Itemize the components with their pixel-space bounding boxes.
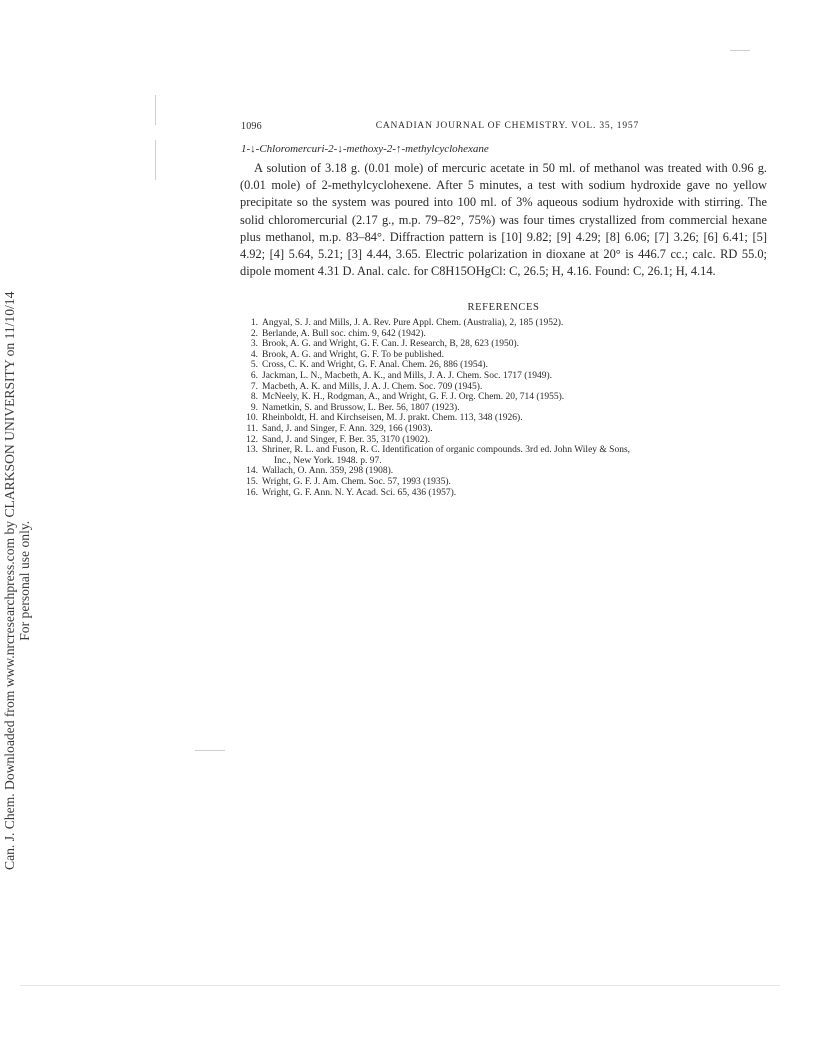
reference-item <box>240 477 760 488</box>
reference-text-continuation: Inc., New York. 1948. p. 97. <box>274 455 382 466</box>
reference-item <box>240 403 760 414</box>
reference-number: 12. <box>246 434 258 445</box>
reference-text: Brook, A. G. and Wright, G. F. To be published. <box>262 349 445 360</box>
reference-number: 7. <box>250 381 258 392</box>
reference-text: Angyal, S. J. and Mills, J. A. Rev. Pure Appl. Chem. (Australia), 2, 185 (1952). <box>262 318 564 328</box>
reference-text: Rheinboldt, H. and Kirchseisen, M. J. prakt. Chem. 113, 348 (1926). <box>262 413 523 424</box>
reference-item <box>240 339 760 350</box>
scan-artifact <box>730 50 750 51</box>
reference-item <box>240 424 760 435</box>
download-stamp-line: Can. J. Chem. Downloaded from www.nrcresearchpress.com by CLARKSON UNIVERSITY on 11/10/14 <box>2 291 17 870</box>
reference-item <box>240 392 760 403</box>
reference-number: 5. <box>250 360 258 371</box>
reference-number: 13. <box>246 445 258 456</box>
reference-number: 4. <box>250 349 258 360</box>
reference-text: Shriner, R. L. and Fuson, R. C. Identification of organic compounds. 3rd ed. John Wiley & Sons, <box>262 445 631 456</box>
reference-text: Berlande, A. Bull soc. chim. 9, 642 (1942). <box>262 328 426 339</box>
reference-text: Nametkin, S. and Brussow, L. Ber. 56, 1807 (1923). <box>262 402 460 413</box>
reference-number: 8. <box>250 392 258 403</box>
reference-text: McNeely, K. H., Rodgman, A., and Wright, G. F. J. Org. Chem. 20, 714 (1955). <box>262 392 565 403</box>
reference-item <box>240 382 760 393</box>
reference-text: Wright, G. F. Ann. N. Y. Acad. Sci. 65, 436 (1957). <box>262 487 457 498</box>
scan-artifact <box>20 985 780 986</box>
reference-number: 6. <box>250 370 258 381</box>
section-title: 1-↓-Chloromercuri-2-↓-methoxy-2-↑-methylcyclohexane <box>241 143 489 155</box>
reference-text: Wallach, O. Ann. 359, 298 (1908). <box>262 466 394 477</box>
references-list <box>240 318 760 498</box>
reference-text: Macbeth, A. K. and Mills, J. A. J. Chem. Soc. 709 (1945). <box>262 381 483 392</box>
scan-artifact <box>155 140 156 180</box>
scan-artifact <box>195 750 225 751</box>
reference-text: Wright, G. F. J. Am. Chem. Soc. 57, 1993 (1935). <box>262 476 451 487</box>
reference-item <box>240 488 760 499</box>
reference-number: 10. <box>246 413 258 424</box>
reference-item <box>240 318 760 329</box>
reference-item <box>240 329 760 340</box>
reference-text: Jackman, L. N., Macbeth, A. K., and Mills, J. A. J. Chem. Soc. 1717 (1949). <box>262 370 552 381</box>
reference-text: Cross, C. K. and Wright, G. F. Anal. Chem. 26, 886 (1954). <box>262 360 488 371</box>
reference-number: 15. <box>246 476 258 487</box>
reference-number: 14. <box>246 466 258 477</box>
reference-item <box>240 413 760 424</box>
reference-number: 2. <box>250 328 258 339</box>
reference-number: 3. <box>250 339 258 350</box>
reference-number: 11. <box>246 423 258 434</box>
reference-number: 16. <box>246 487 258 498</box>
reference-number: 1. <box>250 318 258 328</box>
download-stamp <box>2 292 32 870</box>
reference-item <box>240 371 760 382</box>
reference-text: Sand, J. and Singer, F. Ber. 35, 3170 (1902). <box>262 434 431 445</box>
personal-use-notice: For personal use only. <box>17 520 32 641</box>
scan-artifact <box>155 95 156 125</box>
reference-item <box>240 360 760 371</box>
journal-title: CANADIAN JOURNAL OF CHEMISTRY. VOL. 35, 1957 <box>375 121 639 131</box>
page-number: 1096 <box>241 121 262 132</box>
experimental-paragraph: A solution of 3.18 g. (0.01 mole) of mercuric acetate in 50 ml. of methanol was treated with 0.96 g. (0.01 mole) of 2-methylcyclohexene. After 5 minutes, a test with sodium hydroxide gave no yellow precipitate so the system was poured into 100 ml. of 3% aqueous sodium hydroxide with stirring. The solid chloromercurial (2.17 g., m.p. 79–82°, 75%) was four times crystallized from commercial hexane plus methanol, m.p. 83–84°. Diffraction pattern is [10] 9.82; [9] 4.29; [8] 6.06; [7] 3.26; [6] 6.41; [5] 4.92; [4] 5.64, 5.21; [3] 4.44, 3.65. Electric polarization in dioxane at 20° is 446.7 cc.; calc. RD 55.0; dipole moment 4.31 D. Anal. calc. for C8H15OHgCl: C, 26.5; H, 4.16. Found: C, 26.1; H, 4.14. <box>240 161 767 279</box>
references-heading: REFERENCES <box>467 302 540 313</box>
reference-item <box>240 435 760 446</box>
reference-number: 9. <box>250 402 258 413</box>
reference-text: Brook, A. G. and Wright, G. F. Can. J. Research, B, 28, 623 (1950). <box>262 339 520 350</box>
reference-text: Sand, J. and Singer, F. Ann. 329, 166 (1903). <box>262 423 433 434</box>
reference-item <box>240 445 760 466</box>
reference-item <box>240 466 760 477</box>
reference-item <box>240 350 760 361</box>
